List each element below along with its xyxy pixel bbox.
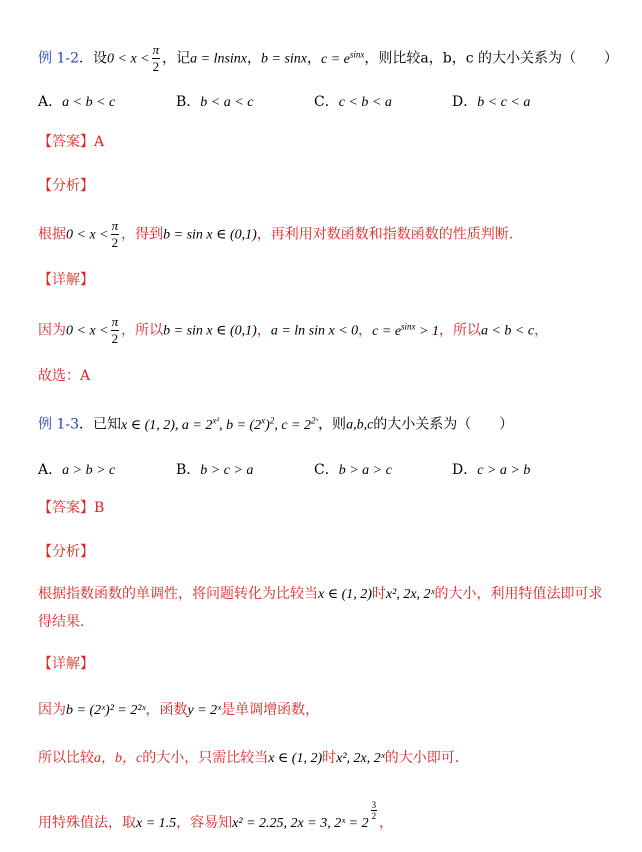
ex12-option-a: A．a < b < c xyxy=(38,94,116,110)
ex12-option-c: C．c < b < a xyxy=(314,94,392,110)
ex12-analysis: 根据0 < x < $\frac{\pi}{2}$ ，得到b = sin x ∈ (0,1)，再利用对数函数和指数函数的性质判断. xyxy=(38,218,514,250)
ex13-analysis-line1: 根据指数函数的单调性，将问题转化为比较当x ∈ (1, 2)时x², 2x, 2ˣ的大小，利用特值法即可求 xyxy=(38,586,603,602)
ex12-c-definition: $c = e^{sinx}$ xyxy=(321,48,365,67)
ex12-detail: 因为0 < x < $\frac{\pi}{2}$ ，所以b = sin x ∈ (0,1)，a = ln sin x < 0，$c = e^{sinx} > 1$，所以a < b < c， xyxy=(38,314,549,346)
ex12-option-b: B．b < a < c xyxy=(176,94,254,110)
ex12-fraction: $\frac{\pi}{2}$ xyxy=(152,42,160,74)
ex12-choice: 故选：A xyxy=(38,368,91,384)
ex13-detail-line1: 因为b = (2ˣ)² = 2²ˣ，函数y = 2ˣ是单调增函数， xyxy=(38,702,320,718)
ex13-option-a: A．a > b > c xyxy=(38,462,116,478)
ex12-b-definition: b = sinx xyxy=(261,51,308,67)
ex13-detail-line2: 所以比较a，b，c的大小，只需比较当x ∈ (1, 2)时x², 2x, 2ˣ的大小即可. xyxy=(38,750,460,766)
ex12-answer: 【答案】A xyxy=(38,134,105,150)
ex13-option-c: C．b > a > c xyxy=(314,462,392,478)
ex13-option-b: B．b > c > a xyxy=(176,462,254,478)
ex13-option-d: D．c > a > b xyxy=(452,462,531,478)
ex13-detail-line3: 用特殊值法，取x = 1.5，容易知x² = 2.25, 2x = 3, 2ˣ = 2 $\frac{3}{2}$ ， xyxy=(38,800,394,831)
ex12-detail-fraction: $\frac{\pi}{2}$ xyxy=(111,314,119,346)
ex13-analysis-title: 【分析】 xyxy=(38,544,94,560)
ex13-detail-title: 【详解】 xyxy=(38,656,94,672)
ex12-condition: 0 < x < xyxy=(107,51,150,67)
ex13-exponent-fraction: $\frac{3}{2}$ xyxy=(371,800,377,821)
ex12-detail-title: 【详解】 xyxy=(38,272,94,288)
ex12-analysis-fraction: $\frac{\pi}{2}$ xyxy=(111,218,119,250)
ex13-answer: 【答案】B xyxy=(38,500,105,516)
ex12-a-definition: a = lnsinx xyxy=(190,51,248,67)
ex13-analysis-line2: 得结果. xyxy=(38,614,85,630)
ex12-option-d: D．b < c < a xyxy=(452,94,531,110)
ex12-label: 例 1-2 xyxy=(38,50,79,67)
ex12-question: 例 1-2．设0 < x < $\frac{\pi}{2}$ ，记a = lnsinx，b = sinx，$c = e^{sinx}$，则比较a，b，c 的大小关系为（ ） xyxy=(38,42,618,74)
ex13-question: 例 1-3．已知x ∈ (1, 2), $a = 2^{x^2}$, $b = (2^x)^2$, $c = 2^{2ˣ}$，则a,b,c的大小关系为（ ） xyxy=(38,415,514,433)
ex12-analysis-title: 【分析】 xyxy=(38,178,94,194)
ex13-given: x ∈ (1, 2), $a = 2^{x^2}$, $b = (2^x)^2$, $c = 2^{2ˣ}$ xyxy=(121,415,319,433)
ex12-text: ．设 xyxy=(79,50,107,67)
ex13-label: 例 1-3 xyxy=(38,416,79,433)
